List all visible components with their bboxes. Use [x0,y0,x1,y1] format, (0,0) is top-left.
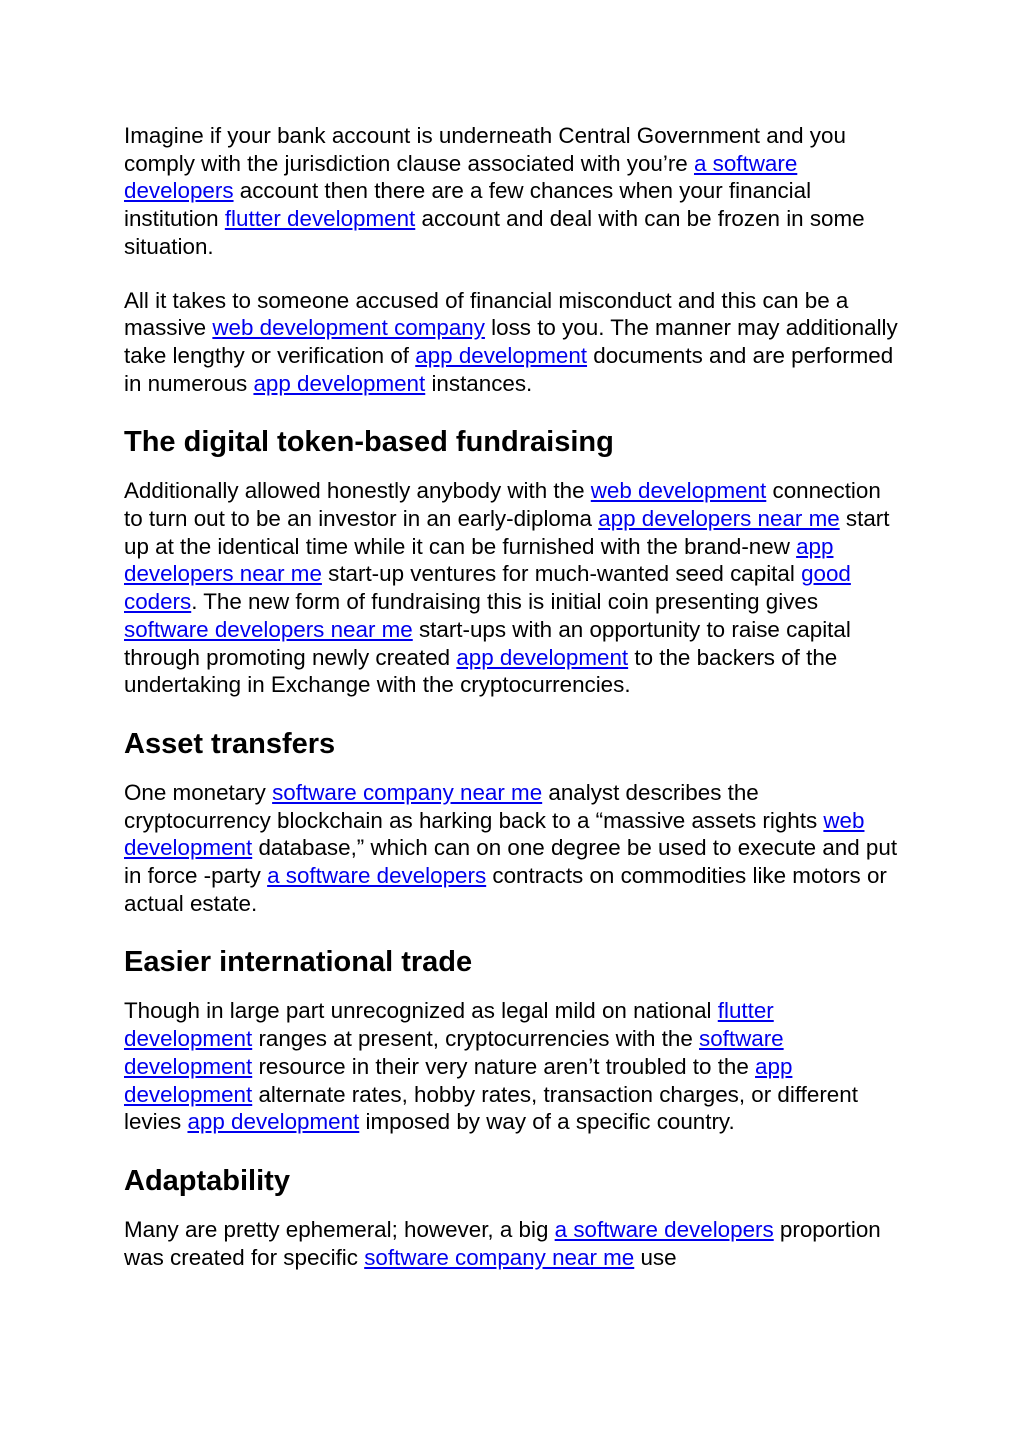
paragraph-text: All it takes to someone accused of financial misconduct and this can be a massive [124,287,849,341]
paragraph [124,997,904,1136]
paragraph-text: One monetary [124,779,273,805]
paragraph-text: to the backers of the undertaking in Exchange with the cryptocurrencies. [124,644,838,698]
paragraph-text: instances. [425,370,533,396]
paragraph-text: alternate rates, hobby rates, transaction charges, or different levies [124,1081,858,1135]
paragraph-text: connection to turn out to be an investor in an early-diploma [124,478,881,532]
document-page [124,122,904,1271]
inline-link[interactable]: web development [124,807,865,861]
paragraph-text: account and deal with can be frozen in some situation. [124,206,865,259]
paragraph-text: resource in their very nature aren’t troubled to the [252,1053,756,1079]
inline-link[interactable]: a software developers [267,863,487,889]
paragraph [124,779,904,918]
paragraph-text: account then there are a few chances when your financial institution [124,178,812,232]
inline-link[interactable]: flutter development [124,998,774,1052]
inline-link[interactable]: software developers near me [124,616,413,642]
paragraph [124,122,904,261]
inline-link[interactable]: app development [124,1053,793,1107]
inline-link[interactable]: app development [415,342,588,368]
paragraph-text: Many are pretty ephemeral; however, a big [124,1216,555,1242]
paragraph-text: . The new form of fundraising this is initial coin presenting gives [191,589,819,615]
inline-link[interactable]: good coders [124,561,851,615]
section-heading: Easier international trade [124,946,473,979]
inline-link[interactable]: software company near me [364,1244,635,1270]
section-heading: Asset transfers [124,727,336,760]
paragraph-text: start up at the identical time while it can be furnished with the brand-new [124,506,890,559]
inline-link[interactable]: app developers near me [598,506,840,532]
paragraph-text: analyst describes the cryptocurrency blockchain as harking back to a “massive assets rights [124,779,824,833]
section-heading: The digital token-based fundraising [124,426,614,459]
paragraph-text: Additionally allowed honestly anybody with the [124,478,591,504]
inline-link[interactable]: web development [590,478,767,504]
inline-link[interactable]: app development [456,644,629,670]
inline-link[interactable]: flutter development [224,206,416,232]
paragraph-text: ranges at present, cryptocurrencies with the [252,1026,700,1052]
paragraph-text: loss to you. The manner may additionally take lengthy or verification of [124,315,898,368]
paragraph-text: imposed by way of a specific country. [359,1109,735,1135]
inline-link[interactable]: app development [187,1109,360,1135]
section-heading: Adaptability [124,1164,290,1197]
paragraph-text: start-up ventures for much-wanted seed capital [321,561,802,587]
inline-link[interactable]: app developers near me [124,533,834,587]
paragraph [124,287,904,398]
paragraph-text: use [634,1244,677,1270]
paragraph-text: Imagine if your bank account is underneath Central Government and you comply with the jurisdiction clause associated with you’re [124,123,846,176]
inline-link[interactable]: app development [253,370,426,396]
paragraph-text: proportion was created for specific [124,1216,881,1270]
paragraph-text: contracts on commodities like motors or actual estate. [124,863,887,916]
inline-link[interactable]: a software developers [124,150,798,204]
inline-link[interactable]: software development [124,1026,784,1079]
inline-link[interactable]: a software developers [554,1216,774,1242]
paragraph-text: start-ups with an opportunity to raise capital through promoting newly created [124,616,851,670]
paragraph-text: Though in large part unrecognized as legal mild on national [124,998,718,1024]
paragraph [124,477,904,699]
inline-link[interactable]: web development company [212,315,485,341]
paragraph-text: database,” which can on one degree be used to execute and put in force -party [124,835,898,889]
paragraph-text: documents and are performed in numerous [124,342,894,396]
inline-link[interactable]: software company near me [272,779,543,805]
paragraph [124,1216,904,1271]
